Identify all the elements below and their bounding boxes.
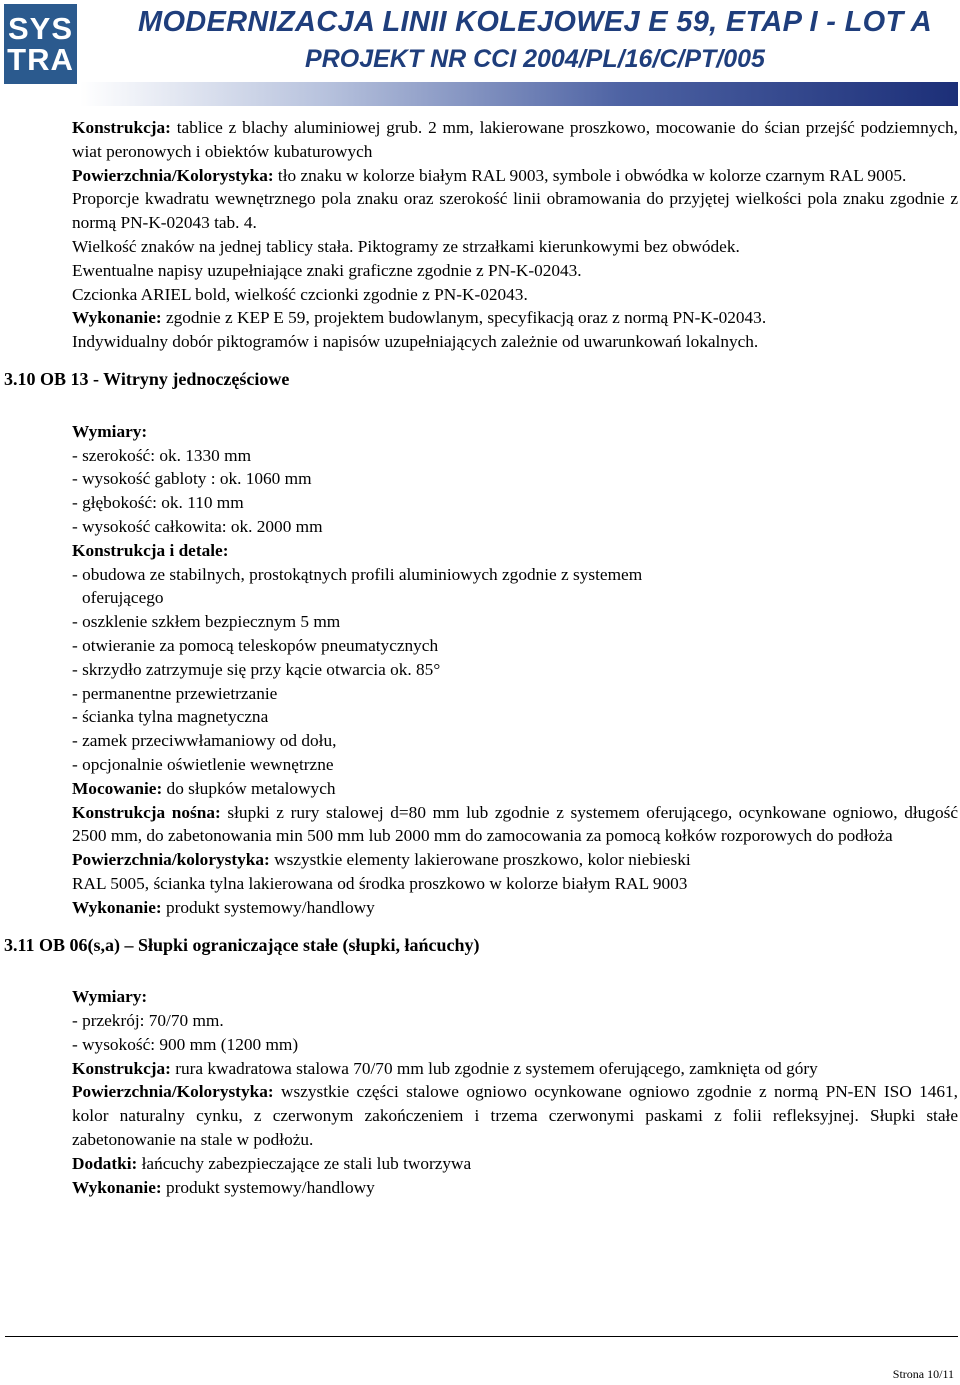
s311-konstrukcja [72,1057,958,1081]
s310-konstrukcja-item: oferującego [82,588,164,608]
text: wszystkie elementy lakierowane proszkowo, kolor niebieski [269,850,691,870]
s310-wykonanie [72,896,958,920]
text: produkt systemowy/handlowy [161,897,375,917]
s310-konstrukcja-item: - zamek przeciwwłamaniowy od dołu, [72,731,337,751]
s311-dodatki [72,1152,958,1176]
s311-powierzchnia [72,1080,958,1151]
page-header [0,0,960,112]
intro-czcionka: Czcionka ARIEL bold, wielkość czcionki zgodnie z PN-K-02043. [72,284,528,304]
s310-wymiary-label: Wymiary: [72,421,148,441]
s311-wymiar-item: - wysokość: 900 mm (1200 mm) [72,1034,299,1054]
label: Mocowanie: [72,778,163,798]
intro-wielkosc: Wielkość znaków na jednej tablicy stała. Piktogramy ze strzałkami kierunkowymi bez obwódek. [72,236,740,256]
s310-konstrukcja-item: - obudowa ze stabilnych, prostokątnych profili aluminiowych zgodnie z systemem [72,564,643,584]
s310-wymiar-item: - głębokość: ok. 110 mm [72,493,244,513]
s310-powierzchnia [72,848,958,872]
s310-konstrukcja-item: - otwieranie za pomocą teleskopów pneumatycznych [72,635,439,655]
s310-powierzchnia-cont: RAL 5005, ścianka tylna lakierowana od środka proszkowo w kolorze białym RAL 9003 [72,873,688,893]
document-subtitle: PROJEKT NR CCI 2004/PL/16/C/PT/005 [305,45,765,73]
intro-proporcje: Proporcje kwadratu wewnętrznego pola znaku oraz szerokość linii obramowania do przyjętej wielkości pola znaku zgodnie z normą PN-K-02043 tab. 4. [72,189,958,233]
section-3-10-heading: 3.10 OB 13 - Witryny jednoczęściowe [4,368,290,389]
s310-konstrukcja-item: - opcjonalnie oświetlenie wewnętrzne [72,754,334,774]
text: tło znaku w kolorze białym RAL 9003, symbole i obwódka w kolorze czarnym RAL 9005. [273,165,907,185]
text: tablice z blachy aluminiowej grub. 2 mm, lakierowane proszkowo, mocowanie do ścian przejść podziemnych, wiat peronowych i obiektów kubaturowych [72,118,958,161]
label: Dodatki: [72,1153,138,1173]
systra-logo [4,4,77,84]
label: Konstrukcja: [72,118,171,137]
intro-indywidualny: Indywidualny dobór piktogramów i napisów uzupełniających zależnie od uwarunkowań lokalnych. [72,332,759,352]
s310-mocowanie [72,777,958,801]
header-gradient-bar [80,82,958,106]
label: Konstrukcja: [72,1058,171,1078]
intro-ewentualne: Ewentualne napisy uzupełniające znaki graficzne zgodnie z PN-K-02043. [72,260,582,280]
text: zgodnie z KEP E 59, projektem budowlanym, specyfikacją oraz z normą PN-K-02043. [161,308,767,328]
s310-konstrukcja-label: Konstrukcja i detale: [72,540,229,560]
text: wszystkie części stalowe ogniowo ocynkowane ogniowo zgodnie z normą PN-EN ISO 1461, kolor naturalny cynku, z czerwonym zakończeniem i trzema czerwonymi paskami z folii refleksyjnej. Słupki stałe zabetonowanie na stale w podłożu. [72,1082,958,1150]
s310-wymiar-item: - wysokość gabloty : ok. 1060 mm [72,469,312,489]
s310-konstrukcja-item: - ścianka tylna magnetyczna [72,707,269,727]
text: do słupków metalowych [162,778,336,798]
logo-line-1: SYS [7,11,74,46]
label: Konstrukcja nośna: [72,802,221,822]
s310-konstrukcja-item: - skrzydło zatrzymuje się przy kącie otwarcia ok. 85° [72,659,441,679]
intro-wykonanie [72,306,958,330]
intro-powierzchnia [72,164,958,188]
label: Wykonanie: [72,1177,162,1197]
document-title: MODERNIZACJA LINII KOLEJOWEJ E 59, ETAP I - LOT A [137,6,932,38]
section-3-11-heading: 3.11 OB 06(s,a) – Słupki ograniczające stałe (słupki, łańcuchy) [4,934,480,955]
s310-wymiar-item: - szerokość: ok. 1330 mm [72,445,252,465]
text: słupki z rury stalowej d=80 mm lub zgodnie z systemem oferującego, ocynkowane ogniowo, długość 2500 mm, do zabetonowania min 500 mm lub 2000 mm do zamocowania za pomocą kołków rozporowych do podłoża [72,802,958,846]
s310-konstrukcja-item: - permanentne przewietrzanie [72,683,278,703]
page-content [4,116,958,1199]
logo-line-2: TRA [7,42,74,77]
label: Powierzchnia/Kolorystyka: [72,1082,274,1102]
label: Wykonanie: [72,308,162,328]
page-number: Strona 10/11 [892,1367,954,1381]
s311-wykonanie [72,1176,958,1200]
text: łańcuchy zabezpieczające ze stali lub tworzywa [137,1153,472,1173]
s311-wymiary-label: Wymiary: [72,987,148,1007]
text: produkt systemowy/handlowy [161,1177,375,1197]
footer-divider [5,1336,958,1337]
intro-konstrukcja [72,116,958,164]
s310-wymiar-item: - wysokość całkowita: ok. 2000 mm [72,516,323,536]
label: Wykonanie: [72,897,162,917]
label: Powierzchnia/kolorystyka: [72,850,270,870]
s310-konstrukcja-item: - oszklenie szkłem bezpiecznym 5 mm [72,612,341,632]
text: rura kwadratowa stalowa 70/70 mm lub zgodnie z systemem oferującego, zamknięta od góry [170,1058,818,1078]
s310-konstrukcja-nosna [72,801,958,849]
label: Powierzchnia/Kolorystyka: [72,165,274,185]
s311-wymiar-item: - przekrój: 70/70 mm. [72,1011,224,1031]
